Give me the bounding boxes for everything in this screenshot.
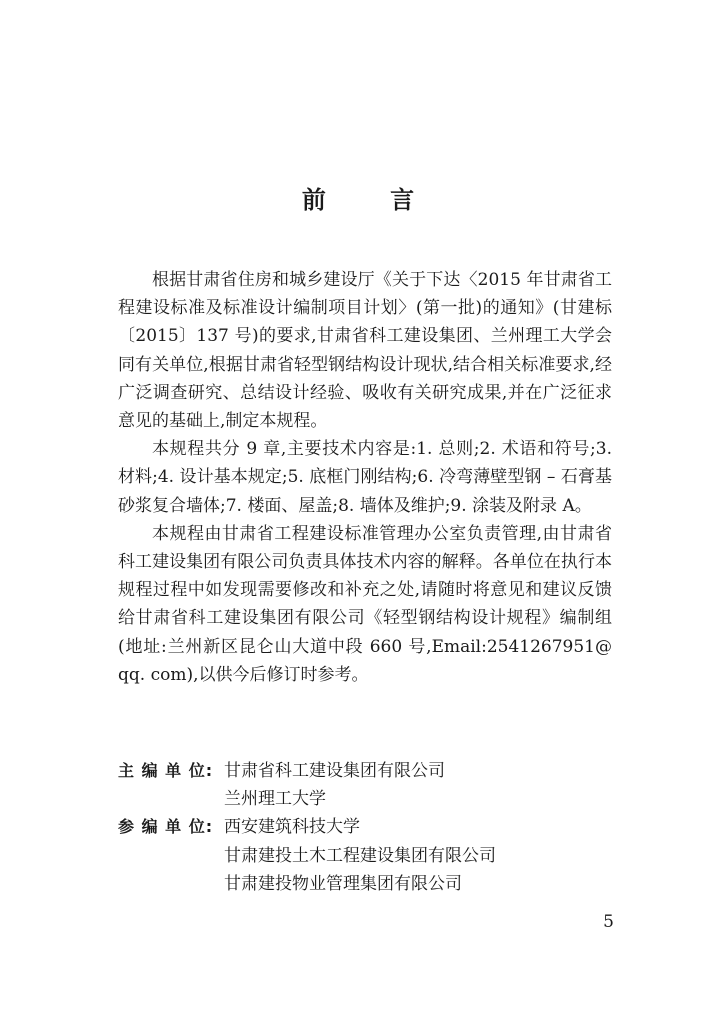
credits-section xyxy=(118,757,612,898)
preface-body xyxy=(118,266,612,689)
chief-editor-label: 主 编 单 位: xyxy=(118,761,214,780)
paragraph-management: 本规程由甘肃省工程建设标准管理办公室负责管理,由甘肃省科工建设集团有限公司负责具体技术内容的解释。各单位在执行本规程过程中如发现需要修改和补充之处,请随时将意见和建议反馈给甘肃省科工建设集团有限公司《轻型钢结构设计规程》编制组(地址:兰州新区昆仑山大道中段 660 号,Email:2541267951@ qq. com),以供今后修订时参考。 xyxy=(118,523,612,685)
chief-editor-list xyxy=(224,757,445,813)
participating-unit: 甘肃建投物业管理集团有限公司 xyxy=(224,873,462,894)
participating-list xyxy=(224,813,496,898)
paragraph-compilation-basis: 根据甘肃省住房和城乡建设厅《关于下达〈2015 年甘肃省工程建设标准及标准设计编制项目计划〉(第一批)的通知》(甘建标〔2015〕137 号)的要求,甘肃省科工建设集团、兰州理工大学会同有关单位,根据甘肃省轻型钢结构设计现状,结合相关标准要求,经广泛调查研究、总结设计经验、吸收有关研究成果,并在广泛征求意见的基础上,制定本规程。 xyxy=(118,270,612,432)
chief-editor-unit: 兰州理工大学 xyxy=(224,789,326,810)
page-title: 前 言 xyxy=(301,186,443,214)
participating-unit: 西安建筑科技大学 xyxy=(224,817,360,838)
chief-editor-unit: 甘肃省科工建设集团有限公司 xyxy=(224,761,445,781)
participating-label: 参 编 单 位: xyxy=(118,817,214,837)
participating-units xyxy=(118,813,612,898)
chief-editor-units xyxy=(118,757,612,813)
page-number: 5 xyxy=(603,912,614,932)
paragraph-main-content: 本规程共分 9 章,主要技术内容是:1. 总则;2. 术语和符号;3. 材料;4. 设计基本规定;5. 底框门刚结构;6. 冷弯薄壁型钢 – 石膏基砂浆复合墙体;7. 楼面、屋盖;8. 墙体及维护;9. 涂装及附录 A。 xyxy=(118,439,612,516)
participating-unit: 甘肃建投土木工程建设集团有限公司 xyxy=(224,845,496,866)
